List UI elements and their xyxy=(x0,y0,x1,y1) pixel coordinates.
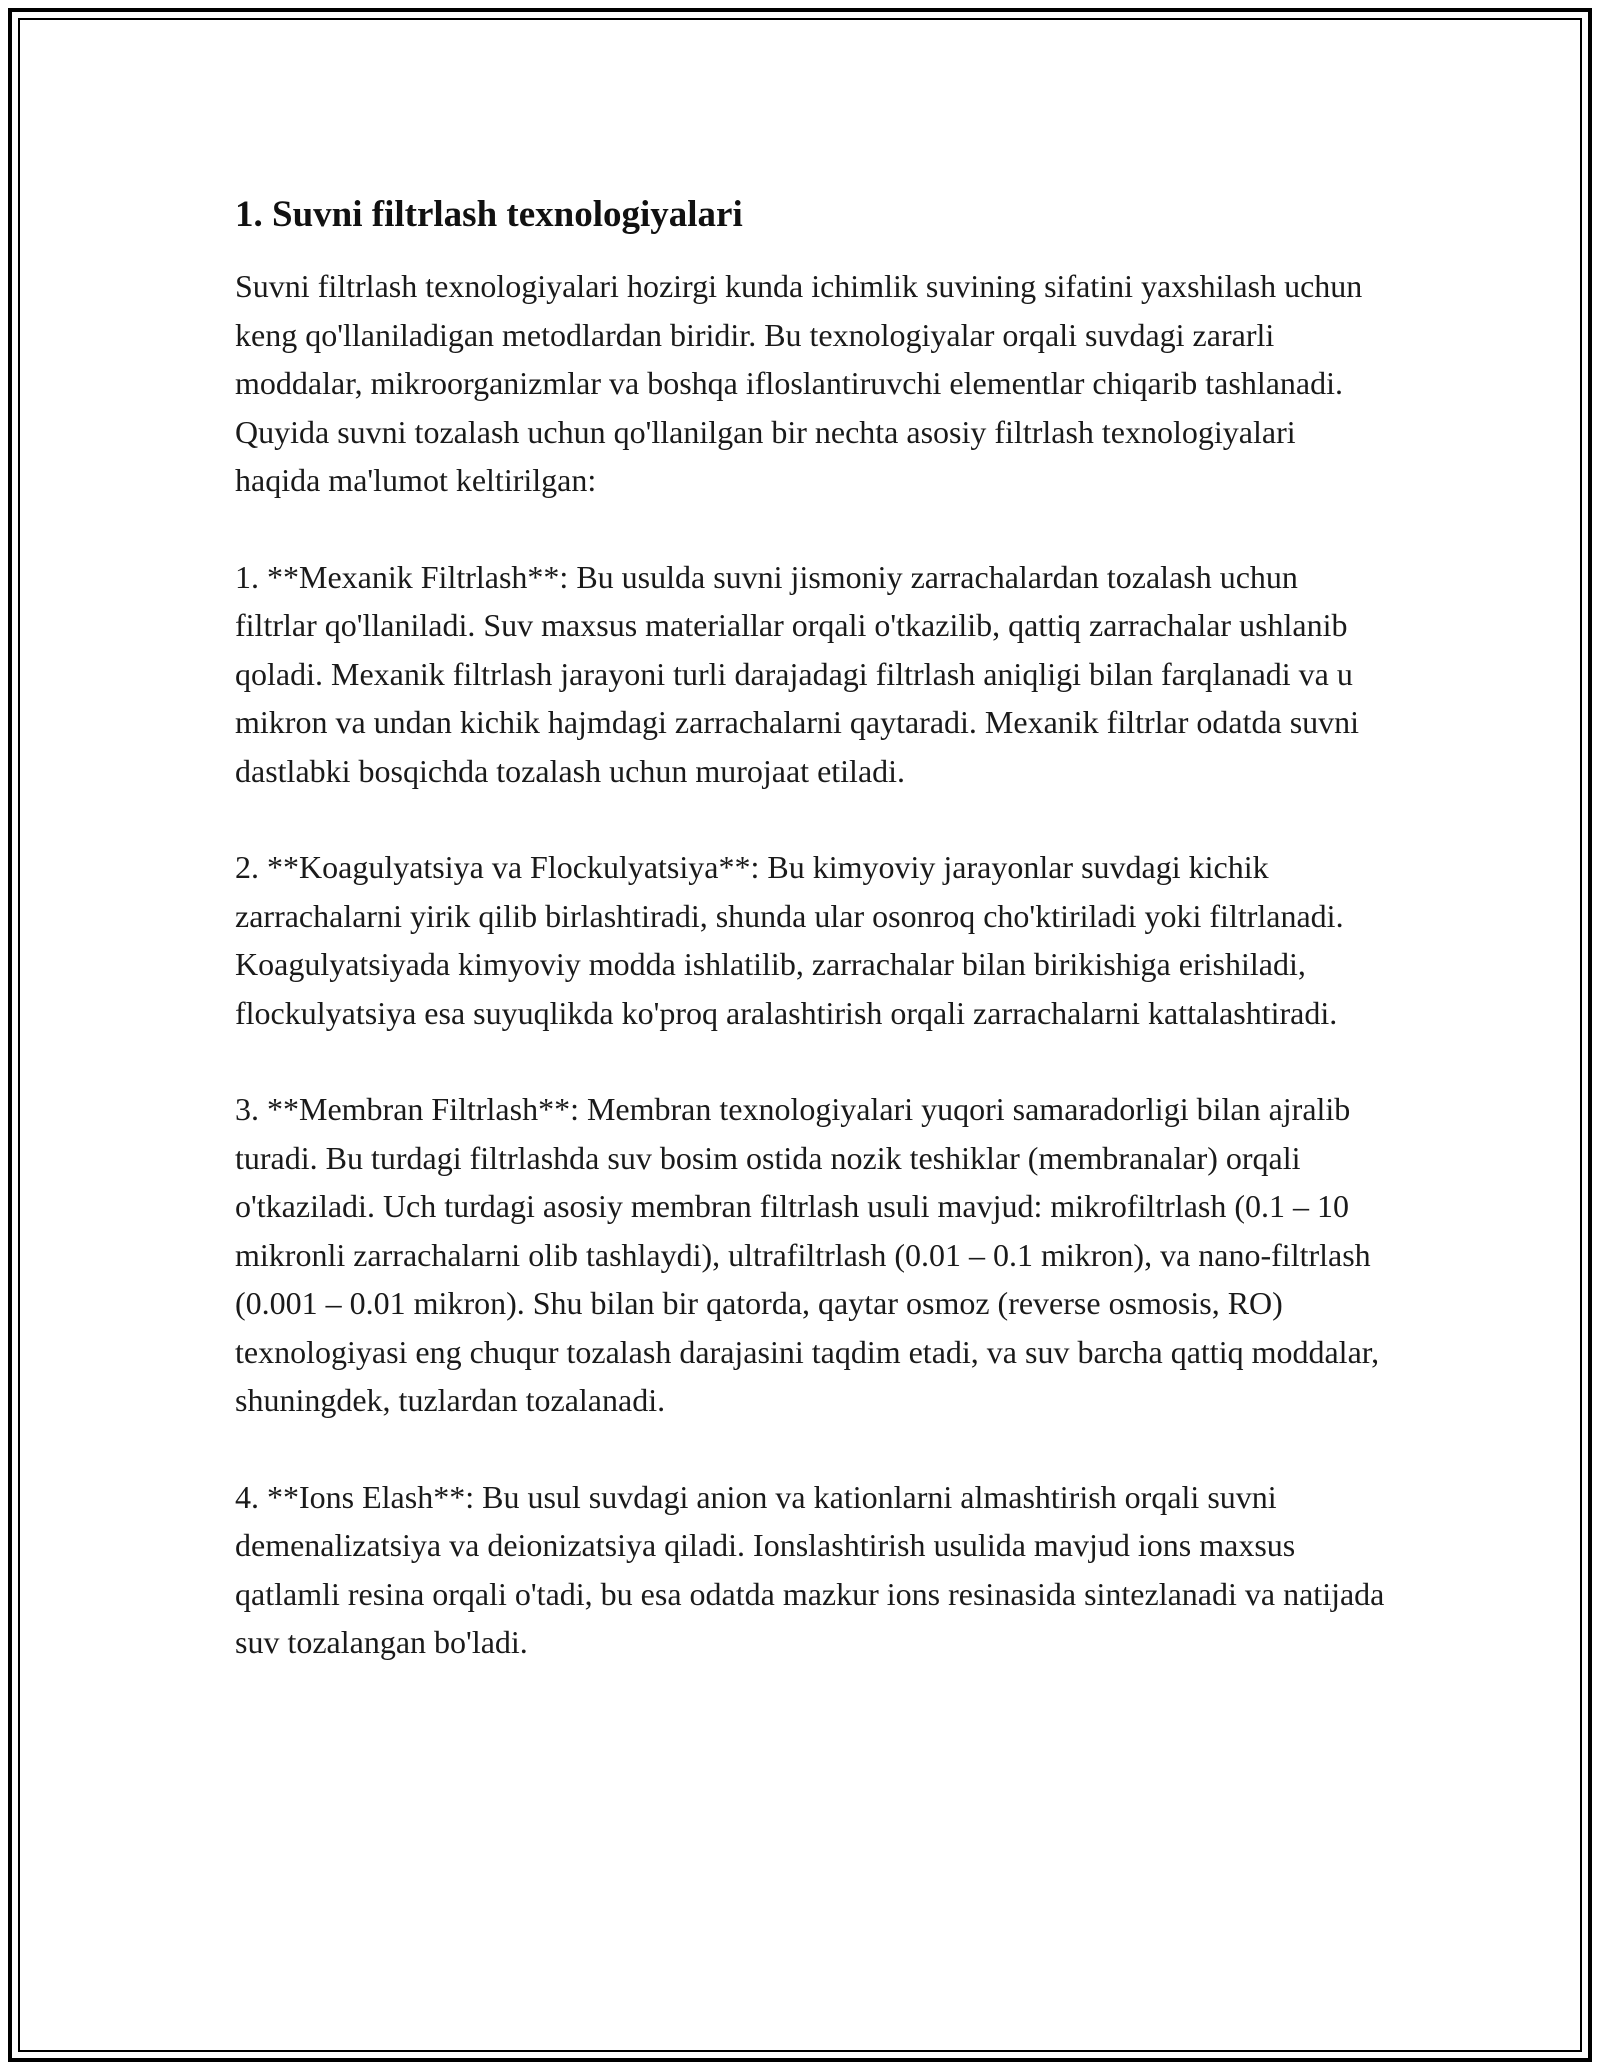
paragraph-koagulyatsiya: 2. **Koagulyatsiya va Flockulyatsiya**: Bu kimyoviy jarayonlar suvdagi kichik zarrachalarni yirik qilib birlashtiradi, shunda ular osonroq cho'ktiriladi yoki filtrlanadi. Koagulyatsiyada kimyoviy modda ishlatilib, zarrachalar bilan birikishiga erishiladi, flockulyatsiya esa suyuqlikda ko'proq aralashtirish orqali zarrachalarni kattalashtiradi. xyxy=(235,849,1344,1031)
paragraph-membran-filtrlash: 3. **Membran Filtrlash**: Membran texnologiyalari yuqori samaradorligi bilan ajralib turadi. Bu turdagi filtrlashda suv bosim ostida nozik teshiklar (membranalar) orqali o'tkaziladi. Uch turdagi asosiy membran filtrlash usuli mavjud: mikrofiltrlash (0.1 – 10 mikronli zarrachalarni olib tashlaydi), ultrafiltrlash (0.01 – 0.1 mikron), va nano-filtrlash (0.001 – 0.01 mikron). Shu bilan bir qatorda, qaytar osmoz (reverse osmosis, RO) texnologiyasi eng chuqur tozalash darajasini taqdim etadi, va suv barcha qattiq moddalar, shuningdek, tuzlardan tozalanadi. xyxy=(235,1091,1380,1418)
intro-paragraph: Suvni filtrlash texnologiyalari hozirgi kunda ichimlik suvining sifatini yaxshilash uchun keng qo'llaniladigan metodlardan biridir. Bu texnologiyalar orqali suvdagi zararli moddalar, mikroorganizmlar va boshqa ifloslantiruvchi elementlar chiqarib tashlanadi. Quyida suvni tozalash uchun qo'llanilgan bir nechta asosiy filtrlash texnologiyalari haqida ma'lumot keltirilgan: xyxy=(235,268,1363,498)
paragraph-ions-elash: 4. **Ions Elash**: Bu usul suvdagi anion va kationlarni almashtirish orqali suvni demenalizatsiya va deionizatsiya qiladi. Ionslashtirish usulida mavjud ions maxsus qatlamli resina orqali o'tadi, bu esa odatda mazkur ions resinasida sintezlanadi va natijada suv tozalangan bo'ladi. xyxy=(235,1478,1385,1660)
document-body xyxy=(235,190,1385,1715)
section-heading: 1. Suvni filtrlash texnologiyalari xyxy=(235,194,743,235)
paragraph-mexanik-filtrlash: 1. **Mexanik Filtrlash**: Bu usulda suvni jismoniy zarrachalardan tozalash uchun filtrlar qo'llaniladi. Suv maxsus materiallar orqali o'tkazilib, qattiq zarrachalar ushlanib qoladi. Mexanik filtrlash jarayoni turli darajadagi filtrlash aniqligi bilan farqlanadi va u mikron va undan kichik hajmdagi zarrachalarni qaytaradi. Mexanik filtrlar odatda suvni dastlabki bosqichda tozalash uchun murojaat etiladi. xyxy=(235,558,1360,789)
